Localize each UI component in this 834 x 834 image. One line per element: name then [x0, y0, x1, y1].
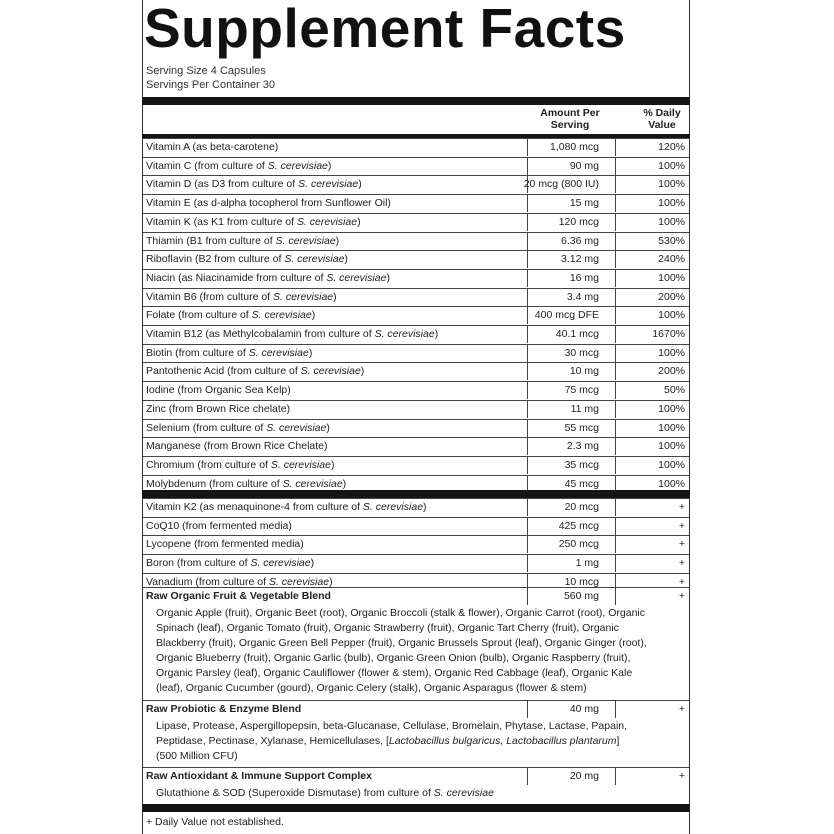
nutrient-dv: 100% [658, 197, 685, 210]
thick-divider-middle [142, 490, 690, 498]
nutrient-name: Thiamin (B1 from culture of S. cerevisiae) [146, 234, 340, 247]
other-row [143, 517, 689, 535]
nutrient-amount: 3.12 mg [561, 253, 599, 266]
thick-divider-bottom [142, 804, 690, 812]
nutrient-dv: 100% [658, 178, 685, 191]
nutrient-amount: 30 mcg [564, 346, 599, 359]
vitamin-row [143, 157, 689, 175]
blend-ingredients-antioxidant: Glutathione & SOD (Superoxide Dismutase) from culture of S. cerevisiae [156, 787, 494, 799]
blend-row-fruit-vegetable [143, 587, 689, 605]
blend-amount: 560 mg [563, 590, 599, 602]
nutrient-amount: 90 mg [569, 159, 599, 172]
nutrient-dv: 200% [658, 290, 685, 303]
blend-name: Raw Antioxidant & Immune Support Complex [146, 770, 372, 782]
vitamin-row [143, 175, 689, 193]
vitamin-row [143, 194, 689, 212]
vitamin-row [143, 419, 689, 437]
blend-dv: + [678, 770, 685, 782]
nutrient-dv: 200% [658, 365, 685, 378]
nutrient-dv: 100% [658, 346, 685, 359]
vitamin-row [143, 232, 689, 250]
blend-name: Raw Probiotic & Enzyme Blend [146, 703, 302, 715]
nutrient-amount: 250 mcg [558, 538, 599, 551]
nutrient-amount: 1 mg [575, 557, 599, 570]
nutrient-amount: 35 mcg [564, 458, 599, 471]
nutrient-amount: 400 mcg DFE [534, 309, 599, 322]
nutrient-name: Pantothenic Acid (from culture of S. cerevisiae) [146, 365, 365, 378]
nutrient-name: Riboflavin (B2 from culture of S. cerevisiae) [146, 253, 348, 266]
nutrient-name: Boron (from culture of S. cerevisiae) [146, 557, 315, 570]
nutrient-dv: 100% [658, 477, 685, 490]
vitamin-row [143, 213, 689, 231]
nutrient-amount: 120 mcg [558, 215, 599, 228]
nutrient-name: Folate (from culture of S. cerevisiae) [146, 309, 316, 322]
nutrient-amount: 425 mcg [558, 519, 599, 532]
nutrient-amount: 10 mg [569, 365, 599, 378]
nutrient-amount: 6.36 mg [561, 234, 599, 247]
thick-divider-top [142, 97, 690, 105]
nutrient-name: Vitamin D (as D3 from culture of S. cerevisiae) [146, 178, 362, 191]
nutrient-amount: 11 mg [570, 402, 599, 415]
nutrient-amount: 3.4 mg [566, 290, 599, 303]
blend-amount: 20 mg [569, 770, 599, 782]
blend-ingredients-probiotic-enzyme: Lipase, Protease, Aspergillopepsin, beta-Glucanase, Cellulase, Bromelain, Phytase, Lactase, Papain, Peptidase, Pectinase, Xylanase, Hemicellulases, [Lactobacillus bulgaricus, Lactobacillus plantarum] (500 Million CFU) [156, 720, 628, 762]
nutrient-name: Vitamin A (as beta-carotene) [146, 141, 279, 153]
nutrient-dv: + [678, 501, 685, 513]
vitamin-row [143, 250, 689, 268]
nutrient-name: Vitamin E (as d-alpha tocopherol from Sunflower Oil) [146, 197, 391, 210]
nutrient-dv: 100% [658, 159, 685, 172]
blend-dv: + [678, 703, 685, 715]
vitamin-row [143, 362, 689, 380]
nutrient-name: Biotin (from culture of S. cerevisiae) [146, 346, 313, 359]
nutrient-dv: 120% [658, 141, 685, 153]
footnote: + Daily Value not established. [146, 816, 284, 828]
vitamin-row [143, 269, 689, 287]
vitamin-row [143, 400, 689, 418]
other-row [143, 554, 689, 572]
nutrient-name: Zinc (from Brown Rice chelate) [146, 402, 291, 415]
blend-dv: + [678, 590, 685, 602]
header-amount-per-serving: Amount Per Serving [540, 107, 600, 131]
nutrient-name: Vitamin B12 (as Methylcobalamin from culture of S. cerevisiae) [146, 328, 439, 340]
nutrient-amount: 45 mcg [564, 477, 599, 490]
blend-ingredients-fruit-vegetable: Organic Apple (fruit), Organic Beet (root), Organic Broccoli (stalk & flower), Organic Carrot (root), Organic Spinach (leaf), Organic Tomato (fruit), Organic Strawberry (fruit), Organic Tart Cherry (fruit), Organic Blackberry (fruit), Organic Green Bell Pepper (fruit), Organic Brussels Sprout (leaf), Organic Ginger (root), Organic Blueberry (fruit), Organic Garlic (bulb), Organic Green Onion (bulb), Organic Raspberry (fruit), Organic Parsley (leaf), Organic Cauliflower (flower & stem), Organic Red Cabbage (leaf), Organic Kale (leaf), Organic Cucumber (gourd), Organic Celery (stalk), Organic Asparagus (flower & stem) [156, 607, 647, 694]
serving-size: Serving Size 4 Capsules [146, 65, 266, 77]
vitamin-row [143, 456, 689, 474]
nutrient-name: Vanadium (from culture of S. cerevisiae) [146, 575, 333, 588]
vitamin-row [143, 344, 689, 362]
nutrient-dv: 100% [658, 271, 685, 284]
servings-per-container: Servings Per Container 30 [146, 79, 276, 91]
vitamin-row [143, 138, 689, 156]
nutrient-dv: 100% [658, 215, 685, 228]
nutrient-amount: 16 mg [569, 271, 599, 284]
vitamin-row [143, 306, 689, 324]
nutrient-dv: + [678, 575, 685, 588]
nutrient-amount: 55 mcg [564, 421, 599, 434]
nutrient-name: Vitamin K2 (as menaquinone-4 from culture of S. cerevisiae) [146, 501, 427, 513]
header-daily-value: % Daily Value [643, 107, 681, 131]
nutrient-dv: 100% [658, 440, 685, 453]
nutrient-name: Manganese (from Brown Rice Chelate) [146, 440, 328, 453]
blend-row-probiotic-enzyme [143, 700, 689, 718]
nutrient-dv: 50% [663, 384, 685, 397]
nutrient-name: Chromium (from culture of S. cerevisiae) [146, 458, 335, 471]
nutrient-amount: 20 mcg (800 IU) [523, 178, 599, 191]
vitamin-row [143, 437, 689, 455]
vitamin-row [143, 381, 689, 399]
nutrient-amount: 15 mg [569, 197, 599, 210]
nutrient-dv: + [678, 538, 685, 551]
nutrient-dv: 100% [658, 309, 685, 322]
nutrient-name: Lycopene (from fermented media) [146, 538, 304, 551]
nutrient-dv: 530% [658, 234, 685, 247]
nutrient-amount: 1,080 mcg [549, 141, 599, 153]
blend-name: Raw Organic Fruit & Vegetable Blend [146, 590, 331, 602]
nutrient-dv: 100% [658, 458, 685, 471]
nutrient-dv: + [678, 557, 685, 570]
nutrient-name: Iodine (from Organic Sea Kelp) [146, 384, 291, 397]
nutrient-name: Vitamin B6 (from culture of S. cerevisiae) [146, 290, 337, 303]
vitamin-row [143, 325, 689, 343]
nutrient-name: Vitamin K (as K1 from culture of S. cerevisiae) [146, 215, 361, 228]
nutrient-dv: 100% [658, 402, 685, 415]
other-row [143, 535, 689, 553]
nutrient-name: CoQ10 (from fermented media) [146, 519, 292, 532]
vitamin-row [143, 288, 689, 306]
nutrient-amount: 2.3 mg [566, 440, 599, 453]
nutrient-name: Vitamin C (from culture of S. cerevisiae) [146, 159, 332, 172]
nutrient-dv: 240% [658, 253, 685, 266]
nutrient-amount: 10 mcg [564, 575, 599, 588]
nutrient-dv: + [678, 519, 685, 532]
nutrient-amount: 75 mcg [564, 384, 599, 397]
nutrient-name: Niacin (as Niacinamide from culture of S. cerevisiae) [146, 271, 390, 284]
blend-row-antioxidant-immune [143, 767, 689, 785]
blend-amount: 40 mg [569, 703, 599, 715]
nutrient-name: Selenium (from culture of S. cerevisiae) [146, 421, 330, 434]
nutrient-name: Molybdenum (from culture of S. cerevisiae) [146, 477, 347, 490]
panel-title: Supplement Facts [144, 0, 626, 59]
other-row [143, 498, 689, 516]
nutrient-amount: 20 mcg [564, 501, 599, 513]
nutrient-dv: 1670% [652, 328, 685, 340]
nutrient-dv: 100% [658, 421, 685, 434]
nutrient-amount: 40.1 mcg [555, 328, 599, 340]
